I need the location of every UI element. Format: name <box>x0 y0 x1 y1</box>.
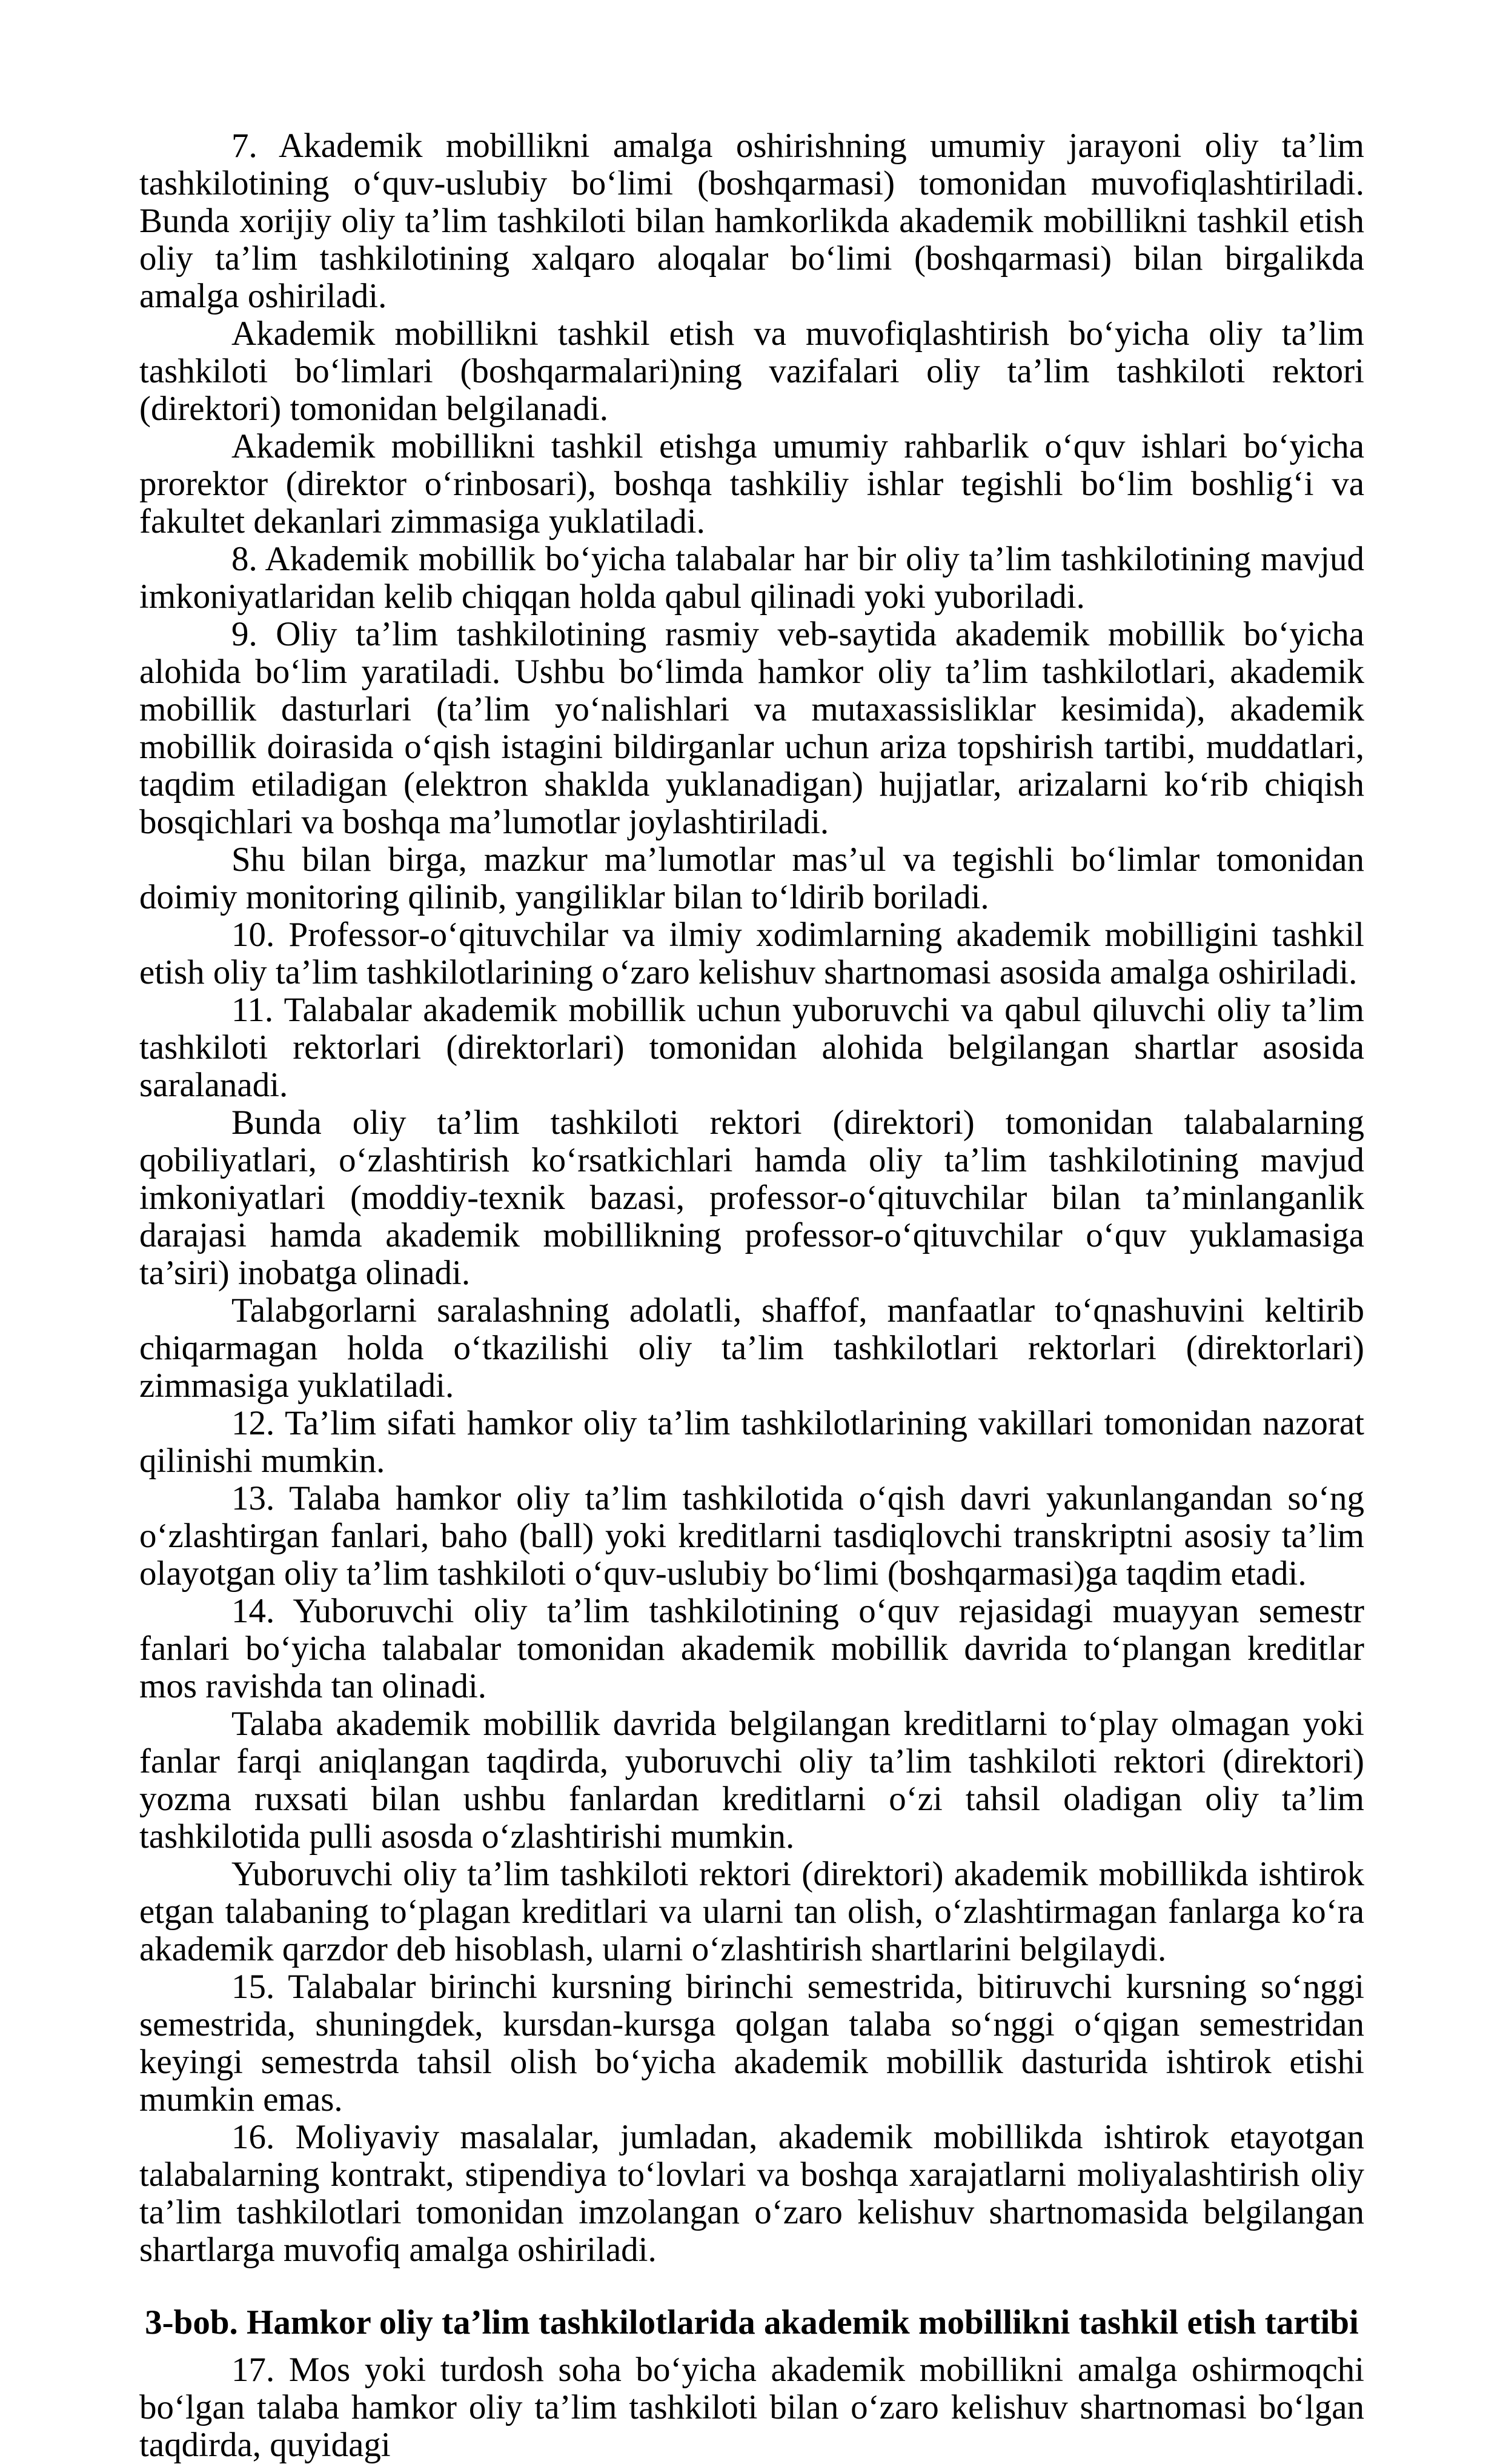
paragraph-credit-shortfall: Talaba akademik mobillik davrida belgilangan kreditlarni to‘play olmagan yoki fanlar farqi aniqlangan taqdirda, yuboruvchi oliy ta’lim tashkiloti rektori (direktori) yozma ruxsati bilan ushbu fanlardan kreditlarni o‘zi tahsil oladigan oliy ta’lim tashkilotida pulli asosda o‘zlashtirishi mumkin. <box>139 1705 1364 1856</box>
paragraph-item-9: 9. Oliy ta’lim tashkilotining rasmiy veb-saytida akademik mobillik bo‘yicha alohida bo‘lim yaratiladi. Ushbu bo‘limda hamkor oliy ta’lim tashkilotlari, akademik mobillik dasturlari (ta’lim yo‘nalishlari va mutaxassisliklar kesimida), akademik mobillik doirasida o‘qish istagini bildirganlar uchun ariza topshirish tartibi, muddatlari, taqdim etiladigan (elektron shaklda yuklanadigan) hujjatlar, arizalarni ko‘rib chiqish bosqichlari va boshqa ma’lumotlar joylashtiriladi. <box>139 615 1364 841</box>
paragraph-coordination: Akademik mobillikni tashkil etish va muvofiqlashtirish bo‘yicha oliy ta’lim tashkiloti bo‘limlari (boshqarmalari)ning vazifalari oliy ta’lim tashkiloti rektori (direktori) tomonidan belgilanadi. <box>139 315 1364 428</box>
paragraph-item-10: 10. Professor-o‘qituvchilar va ilmiy xodimlarning akademik mobilligini tashkil etish oliy ta’lim tashkilotlarining o‘zaro kelishuv shartnomasi asosida amalga oshiriladi. <box>139 916 1364 991</box>
paragraph-item-15: 15. Talabalar birinchi kursning birinchi semestrida, bitiruvchi kursning so‘nggi semestrida, shuningdek, kursdan-kursga qolgan talaba so‘nggi o‘qigan semestridan keyingi semestrda tahsil olish bo‘yicha akademik mobillik dasturida ishtirok etishi mumkin emas. <box>139 1968 1364 2119</box>
chapter-3-heading: 3-bob. Hamkor oliy ta’lim tashkilotlarida akademik mobillikni tashkil etish tartibi <box>145 2303 1359 2342</box>
document-text-block <box>139 127 1364 2464</box>
paragraph-item-11: 11. Talabalar akademik mobillik uchun yuboruvchi va qabul qiluvchi oliy ta’lim tashkiloti rektorlari (direktorlari) tomonidan alohida belgilangan shartlar asosida saralanadi. <box>139 991 1364 1104</box>
paragraph-item-8: 8. Akademik mobillik bo‘yicha talabalar har bir oliy ta’lim tashkilotining mavjud imkoniyatlaridan kelib chiqqan holda qabul qilinadi yoki yuboriladi. <box>139 540 1364 616</box>
paragraph-monitoring: Shu bilan birga, mazkur ma’lumotlar mas’ul va tegishli bo‘limlar tomonidan doimiy monitoring qilinib, yangiliklar bilan to‘ldirib boriladi. <box>139 841 1364 916</box>
paragraph-item-13: 13. Talaba hamkor oliy ta’lim tashkilotida o‘qish davri yakunlangandan so‘ng o‘zlashtirgan fanlari, baho (ball) yoki kreditlarni tasdiqlovchi transkriptni asosiy ta’lim olayotgan oliy ta’lim tashkiloti o‘quv-uslubiy bo‘limi (boshqarmasi)ga taqdim etadi. <box>139 1479 1364 1593</box>
paragraph-item-12: 12. Ta’lim sifati hamkor oliy ta’lim tashkilotlarining vakillari tomonidan nazorat qilinishi mumkin. <box>139 1404 1364 1480</box>
paragraph-credit-recognition: Yuboruvchi oliy ta’lim tashkiloti rektori (direktori) akademik mobillikda ishtirok etgan talabaning to‘plagan kreditlari va ularni tan olish, o‘zlashtirmagan fanlarga ko‘ra akademik qarzdor deb hisoblash, ularni o‘zlashtirish shartlarini belgilaydi. <box>139 1855 1364 1968</box>
paragraph-item-14: 14. Yuboruvchi oliy ta’lim tashkilotining o‘quv rejasidagi muayyan semestr fanlari bo‘yicha talabalar tomonidan akademik mobillik davrida to‘plangan kreditlar mos ravishda tan olinadi. <box>139 1592 1364 1705</box>
paragraph-item-16: 16. Moliyaviy masalalar, jumladan, akademik mobillikda ishtirok etayotgan talabalarning kontrakt, stipendiya to‘lovlari va boshqa xarajatlarni moliyalashtirish oliy ta’lim tashkilotlari tomonidan imzolangan o‘zaro kelishuv shartnomasida belgilangan shartlarga muvofiq amalga oshiriladi. <box>139 2118 1364 2269</box>
paragraph-item-7: 7. Akademik mobillikni amalga oshirishning umumiy jarayoni oliy ta’lim tashkilotining o‘quv-uslubiy bo‘limi (boshqarmasi) tomonidan muvofiqlashtiriladi. Bunda xorijiy oliy ta’lim tashkiloti bilan hamkorlikda akademik mobillikni tashkil etish oliy ta’lim tashkilotining xalqaro aloqalar bo‘limi (boshqarmasi) bilan birgalikda amalga oshiriladi. <box>139 127 1364 315</box>
paragraph-item-17: 17. Mos yoki turdosh soha bo‘yicha akademik mobillikni amalga oshirmoqchi bo‘lgan talaba hamkor oliy ta’lim tashkiloti bilan o‘zaro kelishuv shartnomasi bo‘lgan taqdirda, quyidagi <box>139 2351 1364 2464</box>
paragraph-selection-criteria: Bunda oliy ta’lim tashkiloti rektori (direktori) tomonidan talabalarning qobiliyatlari, o‘zlashtirish ko‘rsatkichlari hamda oliy ta’lim tashkilotining mavjud imkoniyatlari (moddiy-texnik bazasi, professor-o‘qituvchilar bilan ta’minlanganlik darajasi hamda akademik mobillikning professor-o‘qituvchilar o‘quv yuklamasiga ta’siri) inobatga olinadi. <box>139 1104 1364 1292</box>
paragraph-leadership: Akademik mobillikni tashkil etishga umumiy rahbarlik o‘quv ishlari bo‘yicha prorektor (direktor o‘rinbosari), boshqa tashkiliy ishlar tegishli bo‘lim boshlig‘i va fakultet dekanlari zimmasiga yuklatiladi. <box>139 427 1364 541</box>
paragraph-fair-selection: Talabgorlarni saralashning adolatli, shaffof, manfaatlar to‘qnashuvini keltirib chiqarmagan holda o‘tkazilishi oliy ta’lim tashkilotlari rektorlari (direktorlari) zimmasiga yuklatiladi. <box>139 1291 1364 1405</box>
